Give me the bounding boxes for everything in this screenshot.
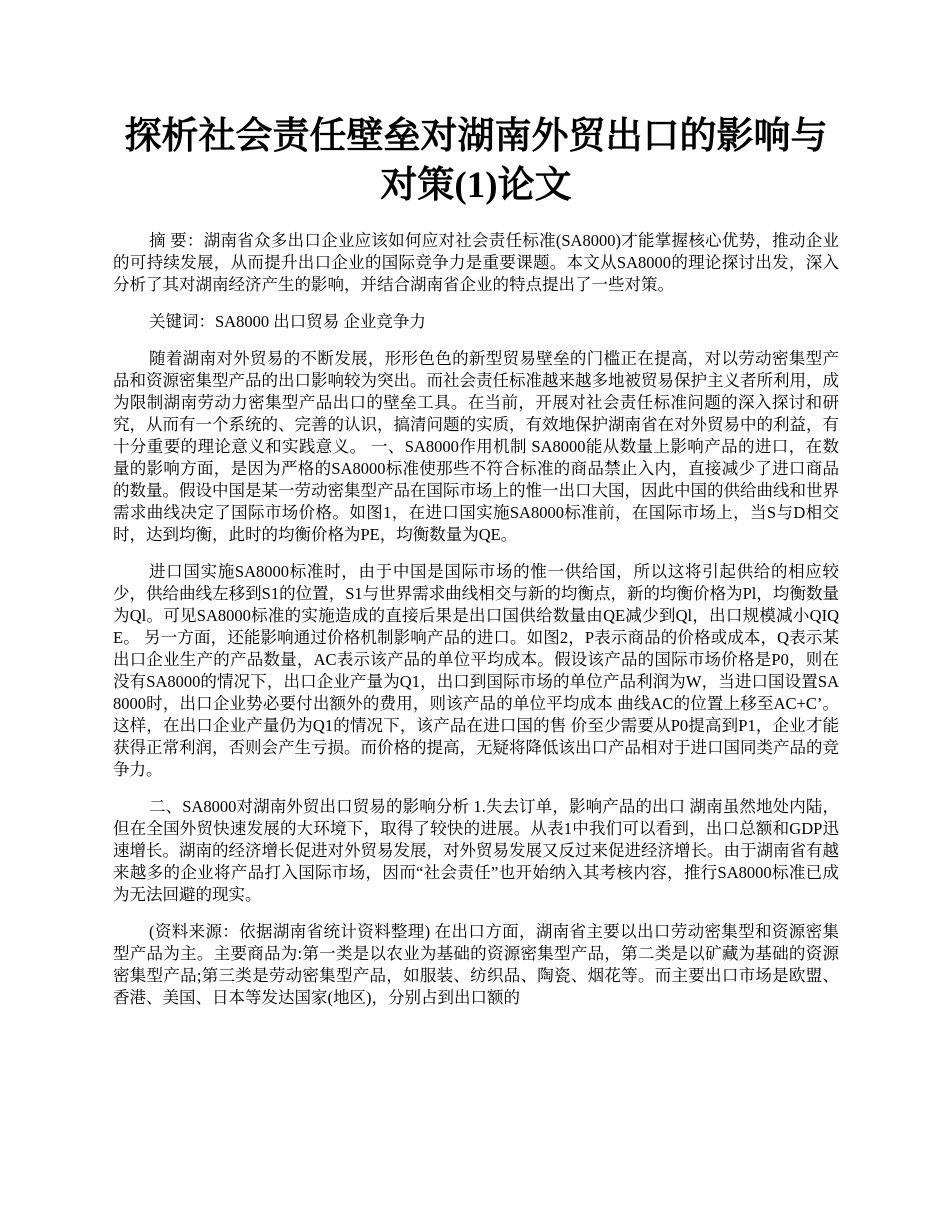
document-page: [113, 112, 839, 1024]
body-paragraph: (资料来源：依据湖南省统计资料整理) 在出口方面，湖南省主要以出口劳动密集型和资源密集型产品为主。主要商品为:第一类是以农业为基础的资源密集型产品，第二类是以矿藏为基础的资源密集型产品;第三类是劳动密集型产品，如服装、纺织品、陶瓷、烟花等。而主要出口市场是欧盟、香港、美国、日本等发达国家(地区)，分别占到出口额的: [113, 922, 839, 1007]
body-paragraph: 随着湖南对外贸易的不断发展，形形色色的新型贸易壁垒的门槛正在提高，对以劳动密集型产品和资源密集型产品的出口影响较为突出。而社会责任标准越来越多地被贸易保护主义者所利用，成为限制湖南劳动力密集型产品出口的壁垒工具。在当前，开展对社会责任标准问题的深入探讨和研究，从而有一个系统的、完善的认识，搞清问题的实质，有效地保护湖南省在对外贸易中的利益，有十分重要的理论意义和实践意义。 一、SA8000作用机制 SA8000能从数量上影响产品的进口，在数量的影响方面，是因为严格的SA8000标准使那些不符合标准的商品禁止入内，直接减少了进口商品的数量。假设中国是某一劳动密集型产品在国际市场上的惟一出口大国，因此中国的供给曲线和世界需求曲线决定了国际市场价格。如图1，在进口国实施SA8000标准前，在国际市场上，当S与D相交时，达到均衡，此时的均衡价格为PE，均衡数量为QE。: [113, 349, 839, 544]
keywords-paragraph: 关键词：SA8000 出口贸易 企业竞争力: [149, 312, 426, 331]
body-paragraph: 二、SA8000对湖南外贸出口贸易的影响分析 1.失去订单，影响产品的出口 湖南虽然地处内陆，但在全国外贸快速发展的大环境下，取得了较快的进展。从表1中我们可以看到，出口总额和GDP迅速增长。湖南的经济增长促进对外贸易发展，对外贸易发展又反过来促进经济增长。由于湖南省有越来越多的企业将产品打入国际市场，因而“社会责任”也开始纳入其考核内容，推行SA8000标准已成为无法回避的现实。: [113, 797, 839, 904]
document-title: 探析社会责任壁垒对湖南外贸出口的影响与对策(1)论文: [124, 116, 828, 206]
abstract-paragraph: 摘 要：湖南省众多出口企业应该如何应对社会责任标准(SA8000)才能掌握核心优势，推动企业的可持续发展，从而提升出口企业的国际竞争力是重要课题。本文从SA8000的理论探讨出发，深入分析了其对湖南经济产生的影响，并结合湖南省企业的特点提出了一些对策。: [113, 231, 839, 294]
body-paragraph: 进口国实施SA8000标准时，由于中国是国际市场的惟一供给国，所以这将引起供给的相应较少，供给曲线左移到S1的位置，S1与世界需求曲线相交与新的均衡点，新的均衡价格为Pl，均衡数量为Ql。可见SA8000标准的实施造成的直接后果是出口国供给数量由QE减少到Ql，出口规模减小QIQE。 另一方面，还能影响通过价格机制影响产品的进口。如图2，P表示商品的价格或成本，Q表示某出口企业生产的产品数量，AC表示该产品的单位平均成本。假设该产品的国际市场价格是P0，则在没有SA8000的情况下，出口企业产量为Q1，出口到国际市场的单位产品利润为W，当进口国设置SA8000时，出口企业势必要付出额外的费用，则该产品的单位平均成本 曲线AC的位置上移至AC+C’。这样，在出口企业产量仍为Q1的情况下，该产品在进口国的售 价至少需要从P0提高到P1，企业才能获得正常利润，否则会产生亏损。而价格的提高，无疑将降低该出口产品相对于进口国同类产品的竞争力。: [113, 562, 839, 779]
